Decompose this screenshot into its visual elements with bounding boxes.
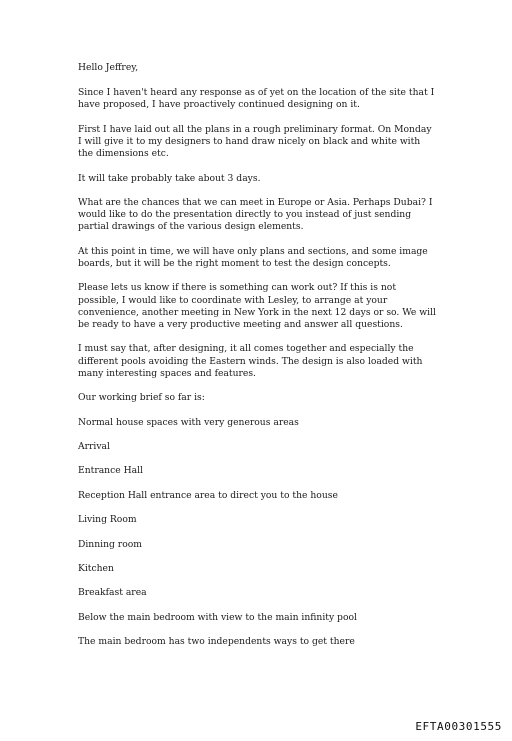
brief-item: Dinning room <box>78 538 142 550</box>
brief-item: Below the main bedroom with view to the main infinity pool <box>78 611 357 623</box>
letter-body <box>78 62 438 660</box>
brief-item: Entrance Hall <box>78 465 143 477</box>
brief-item: Kitchen <box>78 562 114 574</box>
brief-item: Living Room <box>78 514 137 526</box>
greeting: Hello Jeffrey, <box>78 62 139 73</box>
paragraph-design-concepts: At this point in time, we will have only plans and sections, and some image boards, but it will be the right moment to test the design concepts. <box>78 245 428 269</box>
brief-item: Breakfast area <box>78 587 147 599</box>
brief-item: Arrival <box>78 440 110 452</box>
paragraph-meeting-location: What are the chances that we can meet in Europe or Asia. Perhaps Dubai? I would like to do the presentation directly to you instead of just sending partial drawings of the various design elements. <box>78 196 433 233</box>
brief-item: The main bedroom has two independents ways to get there <box>78 636 355 648</box>
brief-list <box>78 417 438 649</box>
brief-item: Reception Hall entrance area to direct you to the house <box>78 489 338 501</box>
paragraph-timeline: It will take probably take about 3 days. <box>78 172 261 184</box>
bates-number: EFTA00301555 <box>415 720 502 733</box>
paragraph-preliminary-plans: First I have laid out all the plans in a rough preliminary format. On Monday I will give it to my designers to hand draw nicely on black and white with the dimensions etc. <box>78 123 432 160</box>
paragraph-site-location: Since I haven't heard any response as of yet on the location of the site that I have proposed, I have proactively continued designing on it. <box>78 87 435 111</box>
paragraph-new-york-meeting: Please lets us know if there is something can work out? If this is not possible, I would like to coordinate with Lesley, to arrange at your convenience, another meeting in New York in the next 12 days or so. We will be ready to have a very productive meeting and answer all questions. <box>78 282 436 330</box>
brief-title: Our working brief so far is: <box>78 392 205 404</box>
paragraph-pools-features: I must say that, after designing, it all comes together and especially the different pools avoiding the Eastern winds. The design is also loaded with many interesting spaces and features. <box>78 343 423 379</box>
brief-item: Normal house spaces with very generous areas <box>78 416 299 428</box>
